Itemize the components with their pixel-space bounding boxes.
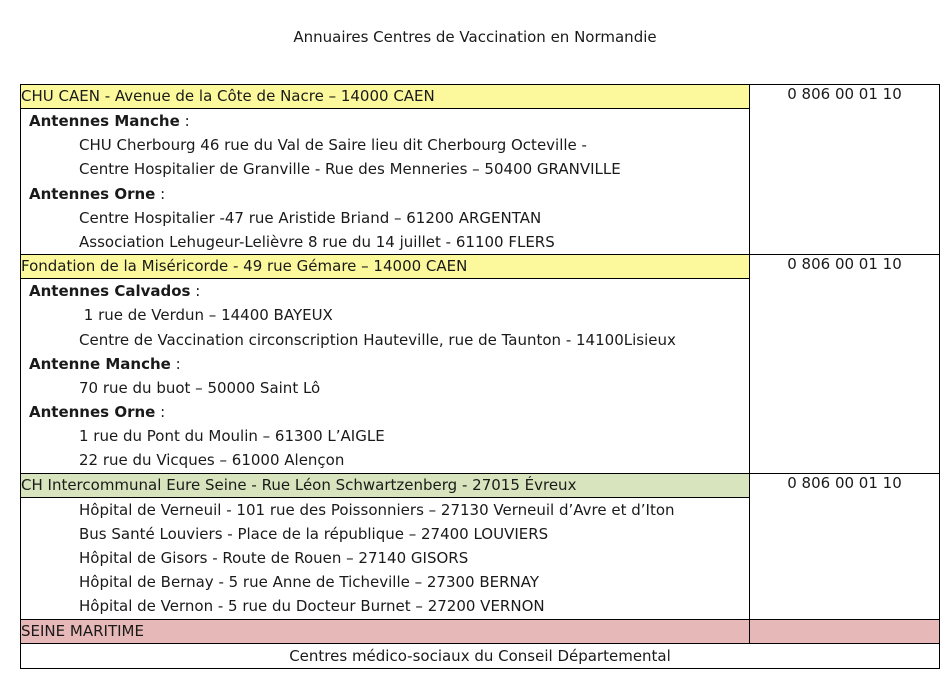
center-entry: Centre Hospitalier de Granville - Rue des Menneries – 50400 GRANVILLE — [79, 160, 621, 179]
group-label: Antennes Calvados : — [29, 282, 201, 301]
center-entry: Hôpital de Gisors - Route de Rouen – 27140 GISORS — [79, 549, 469, 567]
center-entry: Bus Santé Louviers - Place de la république – 27400 LOUVIERS — [79, 524, 549, 543]
section-header-seine-maritime: SEINE MARITIME — [21, 619, 750, 643]
phone-number: 0 806 00 01 10 — [750, 473, 940, 619]
section-header-eure-seine: CH Intercommunal Eure Seine - Rue Léon Schwartzenberg - 27015 Évreux — [21, 473, 750, 497]
center-entry: Hôpital de Vernon - 5 rue du Docteur Burnet – 27200 VERNON — [79, 597, 545, 616]
center-entry: Hôpital de Bernay - 5 rue Anne de Ticheville – 27300 BERNAY — [79, 573, 540, 592]
group-label: Antennes Orne : — [29, 184, 166, 203]
footer-note: Centres médico-sociaux du Conseil Départemental — [21, 643, 940, 668]
section-body-misericorde — [21, 279, 750, 474]
section-header-chu-caen: CHU CAEN - Avenue de la Côte de Nacre – 14000 CAEN — [21, 85, 750, 109]
group-label: Antenne Manche : — [29, 354, 181, 373]
section-header-misericorde: Fondation de la Miséricorde - 49 rue Gémare – 14000 CAEN — [21, 255, 750, 279]
section-header-row — [21, 255, 940, 279]
center-entry: Centre Hospitalier -47 rue Aristide Briand – 61200 ARGENTAN — [79, 208, 542, 227]
group-label: Antennes Orne : — [29, 403, 166, 422]
center-entry: 70 rue du buot – 50000 Saint Lô — [79, 378, 321, 397]
vaccination-directory-table — [20, 84, 940, 669]
phone-number: 0 806 00 01 10 — [750, 255, 940, 474]
center-entry: CHU Cherbourg 46 rue du Val de Saire lieu dit Cherbourg Octeville - — [79, 136, 587, 155]
center-entry: Centre de Vaccination circonscription Hauteville, rue de Taunton - 14100Lisieux — [79, 330, 676, 349]
section-header-row — [21, 85, 940, 109]
center-entry: Hôpital de Verneuil - 101 rue des Poissonniers – 27130 Verneuil d’Avre et d’Iton — [79, 500, 675, 519]
seine-maritime-empty-cell — [750, 619, 940, 643]
section-header-row — [21, 473, 940, 497]
center-entry: 1 rue du Pont du Moulin – 61300 L’AIGLE — [79, 427, 385, 446]
center-entry: 22 rue du Vicques – 61000 Alençon — [79, 451, 345, 470]
page-title: Annuaires Centres de Vaccination en Normandie — [293, 28, 657, 46]
group-label: Antennes Manche : — [29, 112, 190, 130]
seine-maritime-row — [21, 619, 940, 643]
center-entry: Association Lehugeur-Lelièvre 8 rue du 14 juillet - 61100 FLERS — [79, 232, 555, 251]
footer-row — [21, 643, 940, 668]
center-entry: 1 rue de Verdun – 14400 BAYEUX — [79, 306, 333, 325]
phone-number: 0 806 00 01 10 — [750, 85, 940, 255]
section-body-eure-seine — [21, 497, 750, 619]
section-body-chu-caen — [21, 109, 750, 255]
